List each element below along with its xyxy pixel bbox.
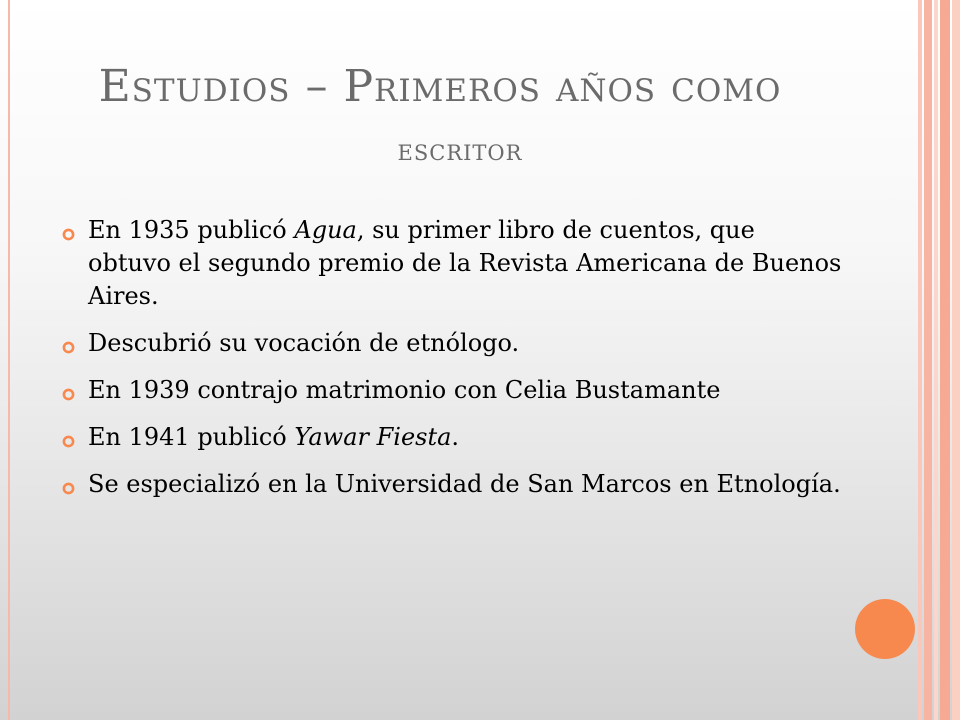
ring-bullet-icon (62, 482, 75, 495)
bullet-text: Se especializó en la Universidad de San Marcos en Etnología. (88, 470, 841, 498)
bullet-text: En 1935 publicó (88, 216, 295, 244)
ring-bullet-icon (62, 341, 75, 354)
slide-title-line-2: escritor (397, 133, 523, 168)
slide-title-line-1: Estudios – Primeros años como (98, 61, 782, 112)
bullet-text: , su primer libro de cuentos, que obtuvo el segundo premio de la Revista Americana de Buenos Aires. (88, 216, 842, 310)
orange-circle-decoration (855, 599, 915, 659)
right-stripe-decoration (918, 0, 922, 720)
right-stripe-decoration (924, 0, 932, 720)
ring-bullet-icon (62, 435, 75, 448)
bullet-text: Descubrió su vocación de etnólogo. (88, 329, 520, 357)
right-stripe-decoration (952, 0, 960, 720)
slide-title (0, 55, 880, 183)
bullet-text: . (451, 423, 460, 451)
ring-bullet-icon (62, 228, 75, 241)
bullet-item (62, 374, 842, 407)
right-stripe-decoration (934, 0, 938, 720)
bullet-item (62, 468, 842, 501)
bullet-text: En 1939 contrajo matrimonio con Celia Bustamante (88, 376, 721, 404)
right-stripe-decoration (940, 0, 950, 720)
bullet-text: En 1941 publicó (88, 423, 295, 451)
bullet-italic-title: Yawar Fiesta (294, 423, 452, 451)
bullet-item (62, 327, 842, 360)
bullet-item (62, 214, 842, 313)
ring-bullet-icon (62, 388, 75, 401)
bullet-list (62, 214, 842, 515)
bullet-italic-title: Agua (294, 216, 357, 244)
bullet-item (62, 421, 842, 454)
